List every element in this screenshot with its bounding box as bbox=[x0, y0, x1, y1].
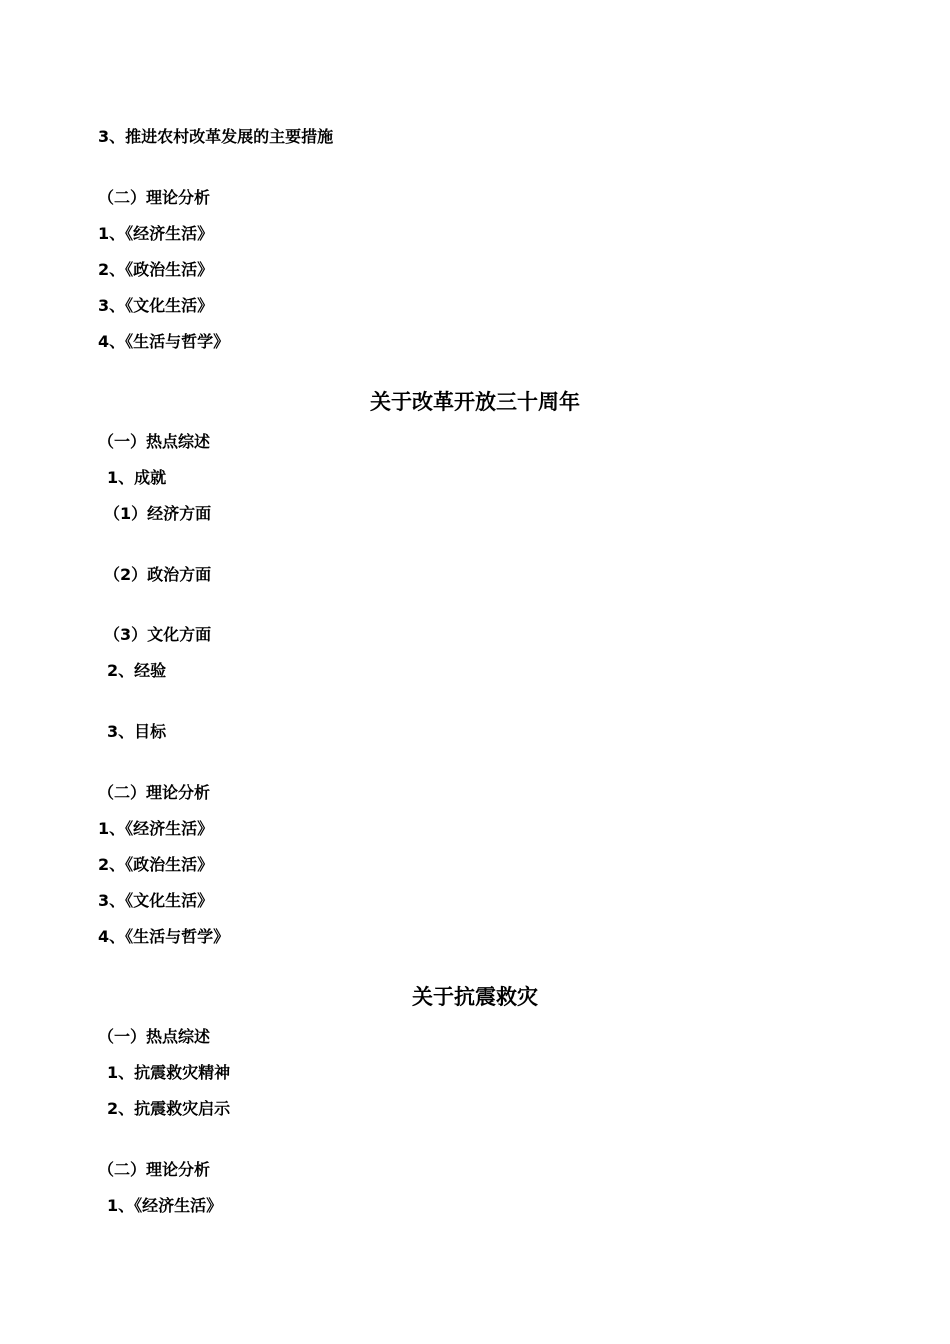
list-item: 2、《政治生活》 bbox=[98, 855, 214, 874]
list-item: 3、《文化生活》 bbox=[98, 891, 214, 910]
list-item: 3、《文化生活》 bbox=[98, 296, 214, 315]
subheading: （一）热点综述 bbox=[98, 1027, 211, 1046]
list-item: 1、《经济生活》 bbox=[98, 819, 214, 838]
section-title: 关于改革开放三十周年 bbox=[370, 390, 580, 414]
subheading: （二）理论分析 bbox=[98, 1160, 211, 1179]
section-title: 关于抗震救灾 bbox=[412, 985, 538, 1009]
list-item: 1、《经济生活》 bbox=[98, 224, 214, 243]
list-item: （2）政治方面 bbox=[104, 565, 212, 584]
subheading: （二）理论分析 bbox=[98, 188, 211, 207]
list-item: （1）经济方面 bbox=[104, 504, 212, 523]
list-item: 1、抗震救灾精神 bbox=[107, 1063, 231, 1082]
list-item: 1、《经济生活》 bbox=[107, 1196, 223, 1215]
list-item: 4、《生活与哲学》 bbox=[98, 332, 230, 351]
list-item: 1、成就 bbox=[107, 468, 167, 487]
list-item: 2、《政治生活》 bbox=[98, 260, 214, 279]
list-item: （3）文化方面 bbox=[104, 625, 212, 644]
list-item: 3、目标 bbox=[107, 722, 167, 741]
list-item: 2、抗震救灾启示 bbox=[107, 1099, 231, 1118]
list-item: 2、经验 bbox=[107, 661, 167, 680]
subheading: （一）热点综述 bbox=[98, 432, 211, 451]
subheading: （二）理论分析 bbox=[98, 783, 211, 802]
list-item: 3、推进农村改革发展的主要措施 bbox=[98, 127, 334, 146]
list-item: 4、《生活与哲学》 bbox=[98, 927, 230, 946]
